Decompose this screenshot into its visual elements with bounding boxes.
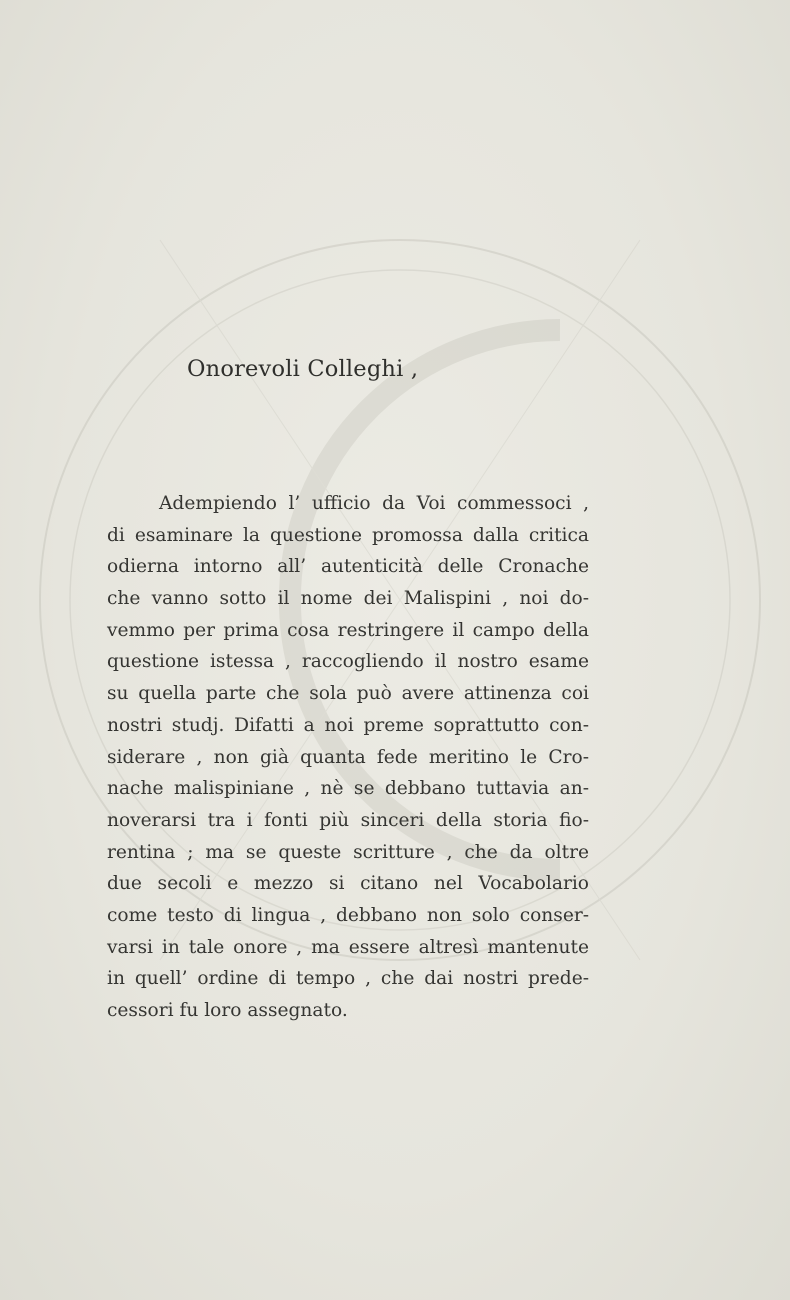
paragraph-line: che vanno sotto il nome dei Malispini , noi do- bbox=[107, 588, 589, 610]
paragraph-line: due secoli e mezzo si citano nel Vocabolario bbox=[107, 873, 589, 895]
salutation-heading: Onorevoli Colleghi , bbox=[187, 356, 419, 382]
paragraph-line: nache malispiniane , nè se debbano tuttavia an- bbox=[107, 778, 589, 800]
paragraph-line: Adempiendo l’ ufficio da Voi commessoci , bbox=[159, 493, 589, 514]
paragraph-line: rentina ; ma se queste scritture , che da oltre bbox=[107, 841, 589, 863]
paragraph-line: questione istessa , raccogliendo il nostro esame bbox=[107, 651, 589, 673]
paragraph-line: cessori fu loro assegnato. bbox=[107, 1000, 348, 1021]
paragraph-line: noverarsi tra i fonti più sinceri della storia fio- bbox=[107, 809, 589, 831]
body-paragraph bbox=[107, 488, 589, 1027]
paragraph-line: su quella parte che sola può avere attinenza coi bbox=[107, 683, 589, 705]
paragraph-line: in quell’ ordine di tempo , che dai nostri prede- bbox=[107, 968, 589, 990]
paragraph-line: siderare , non già quanta fede meritino le Cro- bbox=[107, 746, 589, 768]
paragraph-line: vemmo per prima cosa restringere il campo della bbox=[107, 619, 589, 641]
paragraph-line: odierna intorno all’ autenticità delle Cronache bbox=[107, 556, 589, 578]
paragraph-line: di esaminare la questione promossa dalla critica bbox=[107, 524, 589, 546]
paragraph-line: nostri studj. Difatti a noi preme soprattutto con- bbox=[107, 714, 589, 736]
paragraph-line: come testo di lingua , debbano non solo conser- bbox=[107, 904, 589, 926]
paragraph-line: varsi in tale onore , ma essere altresì mantenute bbox=[107, 936, 589, 958]
